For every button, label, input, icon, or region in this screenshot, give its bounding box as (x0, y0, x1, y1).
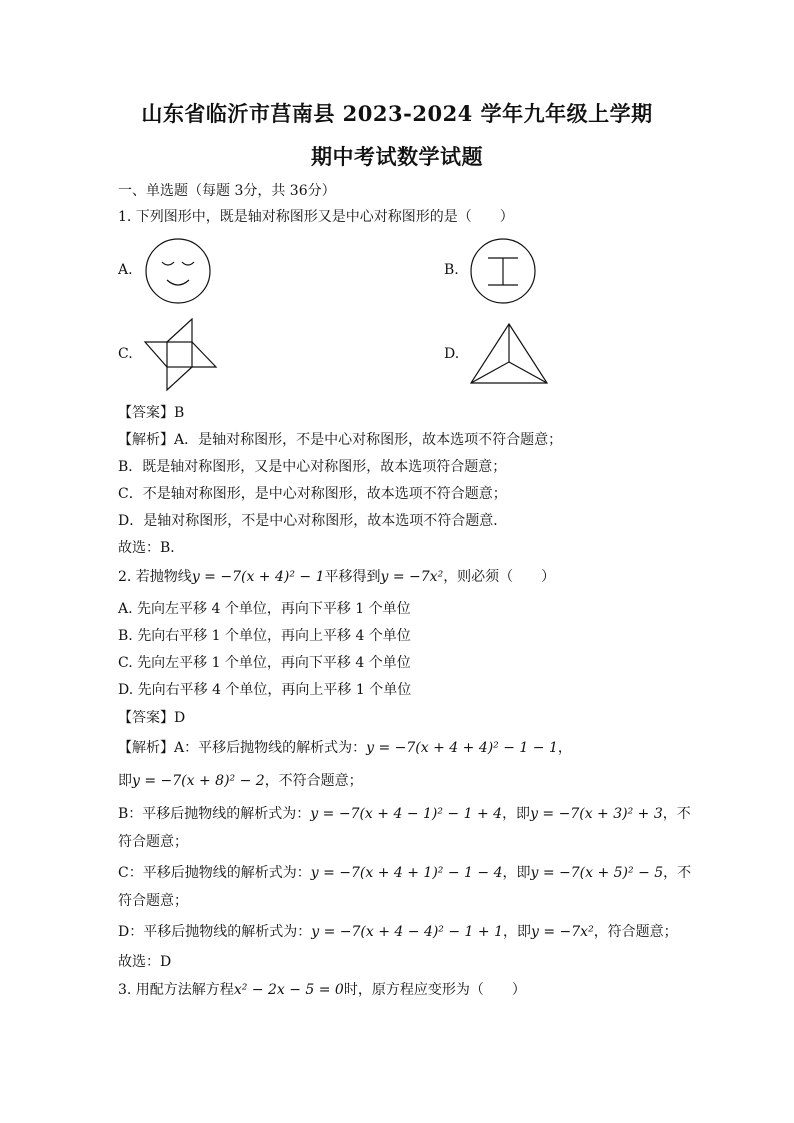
q3-stem-equation: x² − 2x − 5 = 0 (233, 982, 344, 998)
q2-analysis-a (118, 737, 572, 757)
q2-analysis-d (118, 921, 678, 941)
q2-analysis-c-equation-2: y = −7(x + 5)² − 5 (530, 865, 664, 881)
q2-answer: 【答案】D (118, 710, 186, 726)
q2-analysis-a-pre: 【解析】A：平移后抛物线的解析式为： (118, 740, 367, 756)
q1-option-b-figure (468, 236, 538, 306)
q2-stem-equation-2: y = −7x² (380, 569, 444, 585)
q3-stem-post: 时，原方程应变形为（ ） (343, 982, 526, 998)
q1-option-c-figure (143, 318, 219, 392)
section-heading: 一、单选题（每题 3分，共 36分） (118, 183, 336, 199)
q1-analysis-line-3: C．不是轴对称图形，是中心对称图形，故本选项不符合题意； (118, 486, 507, 502)
q2-analysis-c-mid: ，即 (502, 865, 531, 881)
q2-stem-mid: 平移得到 (324, 569, 381, 585)
q1-option-c-label: C. (118, 346, 133, 362)
q1-option-d-figure (468, 322, 550, 386)
q1-conclusion: 故选：B． (118, 540, 185, 556)
q2-analysis-b-mid: ，即 (502, 806, 531, 822)
q3-stem-pre: 3. 用配方法解方程 (118, 982, 234, 998)
q2-option-a: A. 先向左平移 4 个单位，再向下平移 1 个单位 (118, 601, 411, 617)
q2-stem-pre: 2. 若抛物线 (118, 569, 192, 585)
q1-stem: 1. 下列图形中，既是轴对称图形又是中心对称图形的是（ ） (118, 209, 514, 225)
q2-stem-post: ，则必须（ ） (443, 569, 556, 585)
q1-option-a-label: A. (118, 262, 133, 278)
q2-analysis-d-post: ，符合题意； (593, 924, 678, 940)
q1-option-b-label: B. (444, 262, 459, 278)
q2-analysis-a2-pre: 即 (118, 773, 132, 789)
q2-option-c: C. 先向左平移 1 个单位，再向下平移 4 个单位 (118, 655, 411, 671)
q1-option-d-label: D. (444, 346, 460, 362)
q1-option-a-figure (143, 236, 213, 306)
q2-analysis-a-equation: y = −7(x + 4 + 4)² − 1 − 1 (366, 740, 558, 756)
q2-analysis-a2-post: ，不符合题意； (264, 773, 363, 789)
q2-option-d: D. 先向右平移 4 个单位，再向上平移 1 个单位 (118, 682, 412, 698)
q2-analysis-d-equation-2: y = −7x² (531, 924, 594, 940)
q2-analysis-b-cont: 符合题意； (118, 834, 188, 850)
q2-analysis-c (118, 862, 691, 882)
q1-analysis-line-2: B．既是轴对称图形，又是中心对称图形，故本选项符合题意； (118, 459, 507, 475)
q2-analysis-c-equation: y = −7(x + 4 + 1)² − 1 − 4 (310, 865, 503, 881)
q2-analysis-a2-equation: y = −7(x + 8)² − 2 (132, 773, 265, 789)
q2-analysis-b-equation-2: y = −7(x + 3)² + 3 (530, 806, 663, 822)
q1-answer: 【答案】B (118, 405, 185, 421)
q2-conclusion: 故选：D (118, 954, 172, 970)
q1-analysis-line-4: D．是轴对称图形，不是中心对称图形，故本选项不符合题意． (118, 513, 508, 529)
doc-title-line1: 山东省临沂市莒南县 2023-2024 学年九年级上学期 (141, 101, 653, 126)
doc-title-line2: 期中考试数学试题 (311, 144, 483, 169)
q2-analysis-c-post: ，不 (663, 865, 692, 881)
q2-option-b: B. 先向右平移 1 个单位，再向上平移 4 个单位 (118, 628, 411, 644)
q2-analysis-c-cont: 符合题意； (118, 893, 188, 909)
q2-analysis-b-equation: y = −7(x + 4 − 1)² − 1 + 4 (310, 806, 503, 822)
q2-analysis-a-cont (118, 770, 363, 790)
q2-analysis-c-pre: C：平移后抛物线的解析式为： (118, 865, 311, 881)
q2-analysis-b-pre: B：平移后抛物线的解析式为： (118, 806, 311, 822)
q2-analysis-a-post: ， (557, 740, 572, 756)
q2-stem-equation-1: y = −7(x + 4)² − 1 (191, 569, 325, 585)
q2-analysis-b-post: ，不 (662, 806, 691, 822)
q2-analysis-b (118, 803, 691, 823)
q3-stem (118, 979, 526, 999)
q1-analysis-line-1: 【解析】A．是轴对称图形，不是中心对称图形，故本选项不符合题意； (118, 432, 563, 448)
q2-analysis-d-equation: y = −7(x + 4 − 4)² − 1 + 1 (311, 924, 503, 940)
q2-analysis-d-mid: ，即 (503, 924, 531, 940)
q2-stem (118, 566, 555, 586)
q2-analysis-d-pre: D：平移后抛物线的解析式为： (118, 924, 312, 940)
